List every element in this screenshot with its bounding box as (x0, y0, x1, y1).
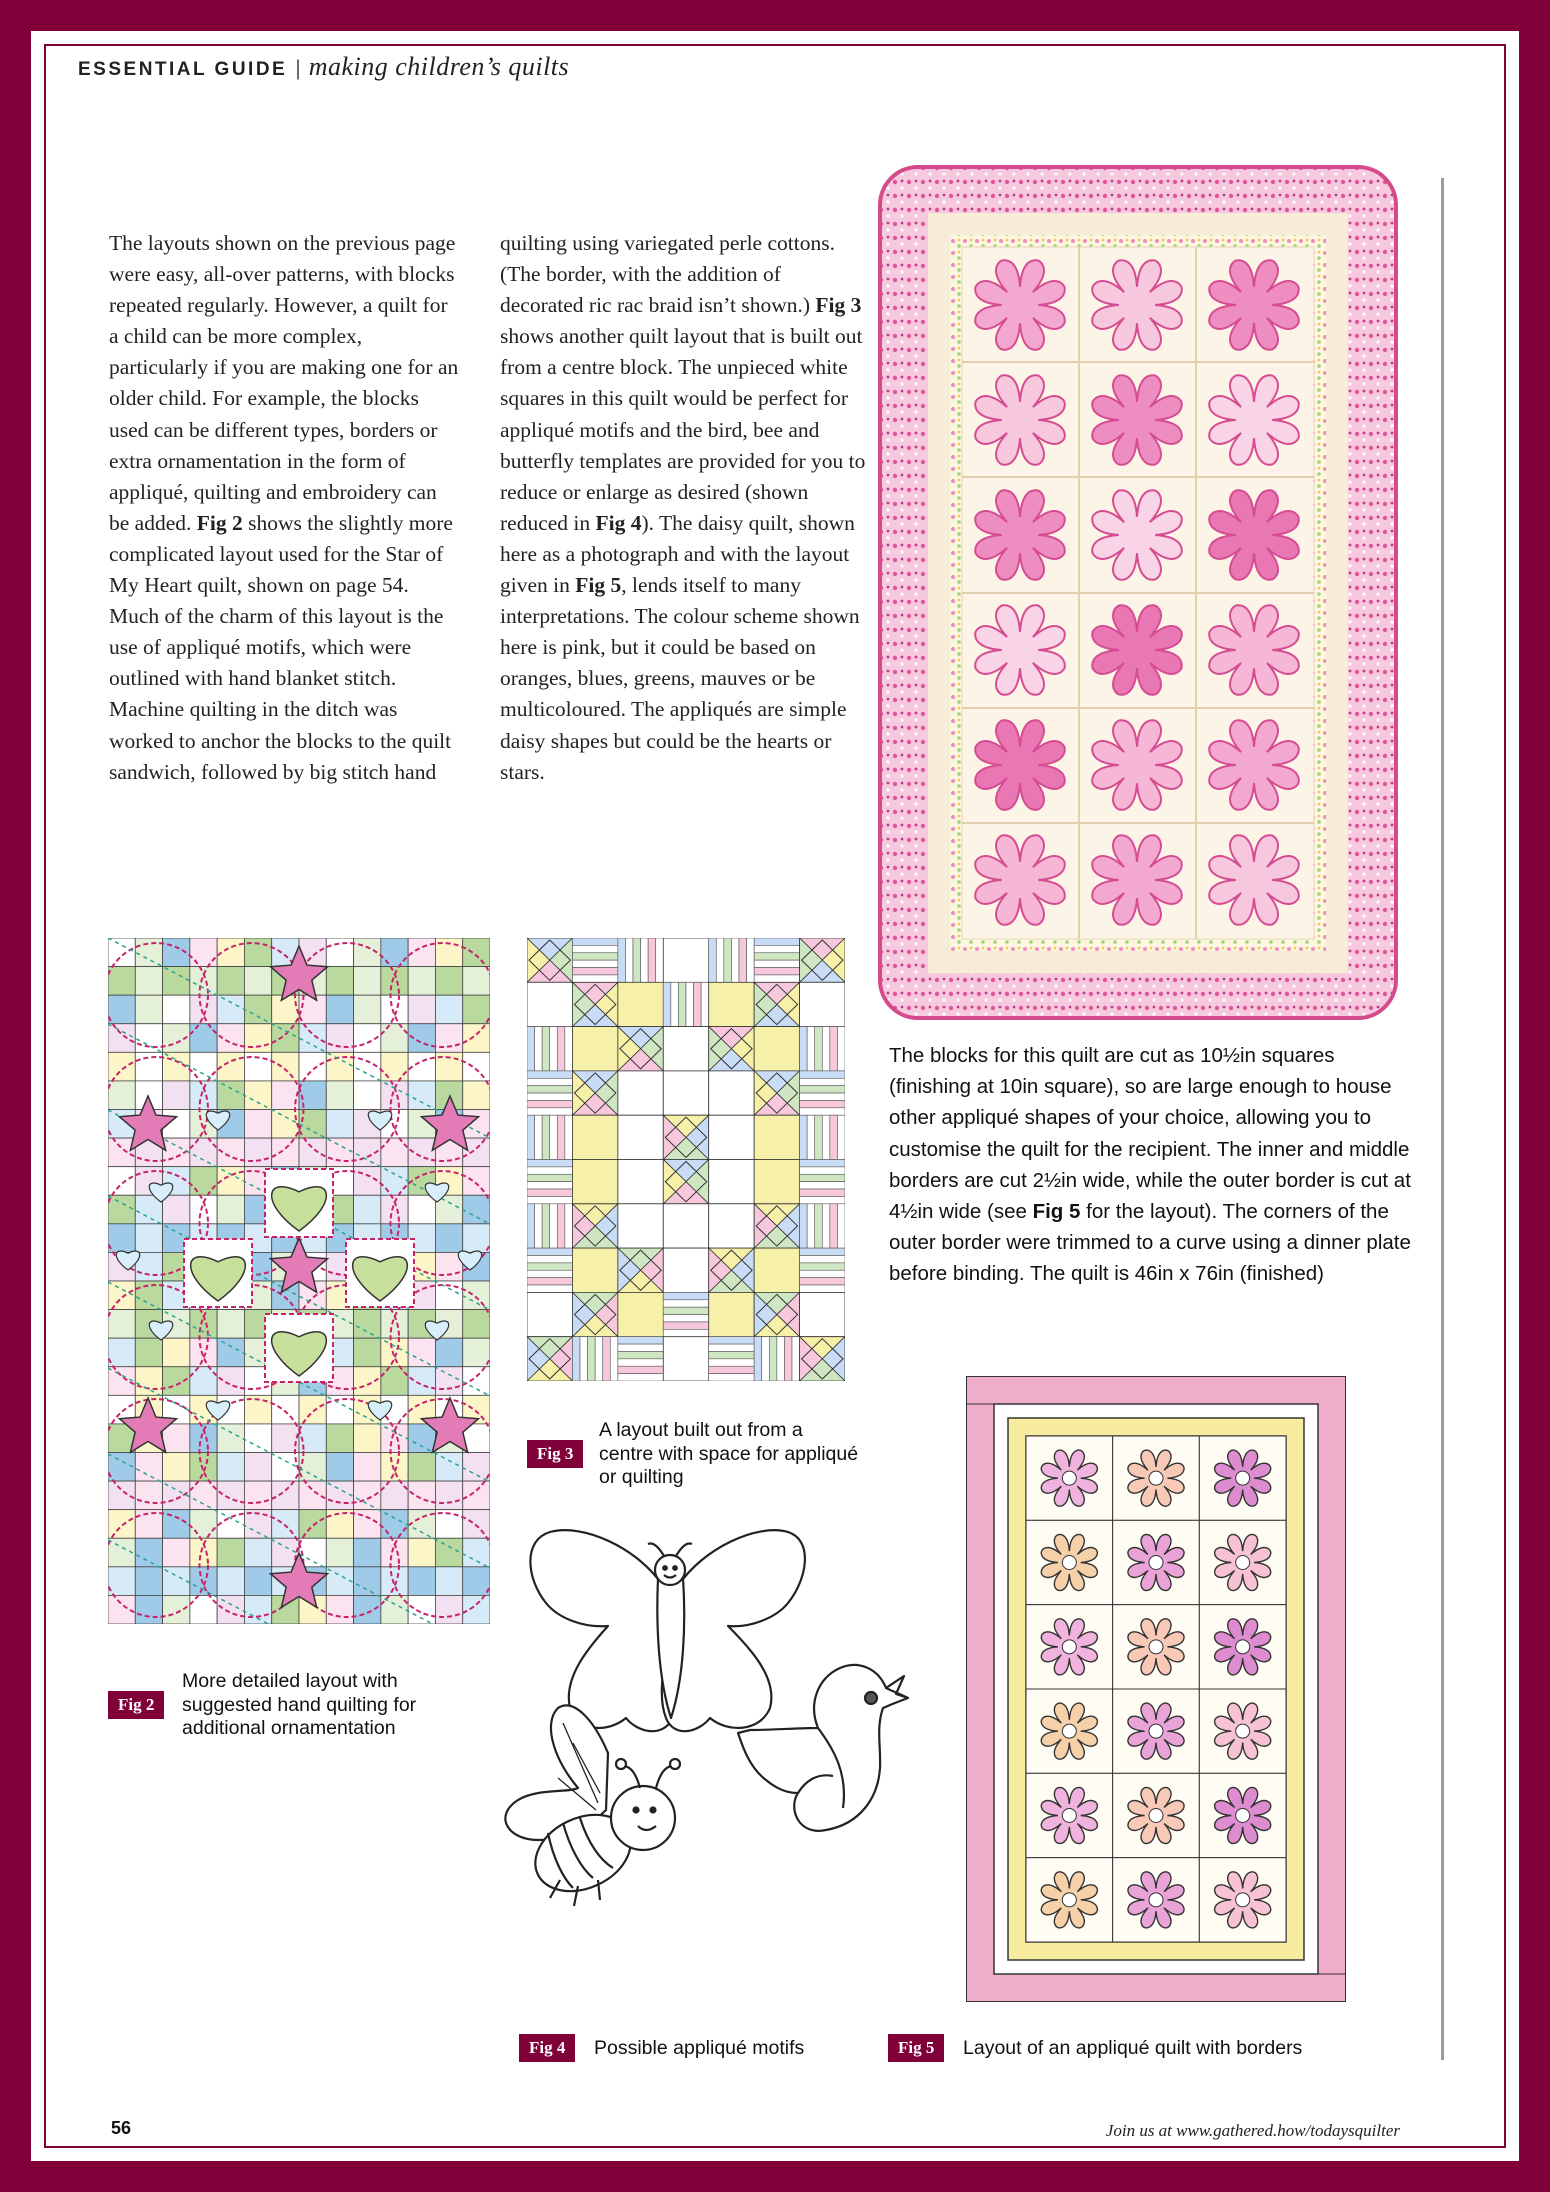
fig-4-caption: Possible appliqué motifs (594, 2037, 805, 2059)
daisy-quilt-photo (878, 165, 1398, 1020)
fig5-diagram (966, 1376, 1346, 2002)
body-column-1 (109, 228, 461, 788)
body-column-2 (500, 228, 868, 788)
paragraph: The layouts shown on the previous page were easy, all-over patterns, with blocks repeated regularly. However, a quilt for a child can be more complex, particularly if you are making one for an older child. For example, the blocks used can be different types, borders or extra ornamentation in the form of appliqué, quilting and embroidery can be added. Fig 2 shows the slightly more complicated layout used for the Star of My Heart quilt, shown on page 54. Much of the charm of this layout is the use of appliqué motifs, which were outlined with hand blanket stitch. Machine quilting in the ditch was worked to anchor the blocks to the quilt sandwich, followed by big stitch hand (109, 231, 459, 784)
fig-3-tag: Fig 3 (527, 1440, 583, 1468)
column-rule (1441, 178, 1444, 2060)
photo-caption: The blocks for this quilt are cut as 10½in squares (finishing at 10in square), so are large enough to house other appliqué shapes of your choice, allowing you to customise the quilt for the recipient. The inner and middle borders are cut 2½in wide, while the outer border is cut at 4½in wide (see Fig 5 for the layout). The corners of the outer border were trimmed to a curve using a dinner plate before binding. The quilt is 46in x 76in (finished) (889, 1044, 1411, 1286)
fig-2-tag: Fig 2 (108, 1691, 164, 1719)
fig3-block-grid (527, 938, 845, 1381)
fig-4-tag: Fig 4 (519, 2034, 575, 2062)
footer-url: Join us at www.gathered.how/todaysquilter (1105, 2121, 1400, 2140)
bee-motif (505, 1705, 680, 1906)
fig2-diagram (108, 938, 490, 1624)
section-label: ESSENTIAL GUIDE (78, 59, 288, 80)
butterfly-motif (530, 1530, 805, 1731)
fig3-diagram (527, 938, 845, 1381)
fig5-daisy-blocks (1026, 1436, 1286, 1942)
header-separator: | (295, 57, 301, 80)
page-number: 56 (111, 2118, 132, 2138)
section-subtitle: making children’s quilts (308, 52, 570, 81)
fig-3-caption: A layout built out from a centre with space for appliqué or quilting (599, 1419, 859, 1488)
fig-2-caption: More detailed layout with suggested hand quilting for additional ornamentation (182, 1670, 417, 1739)
fig-5-caption: Layout of an appliqué quilt with borders (963, 2037, 1303, 2059)
fig4-motifs (488, 1518, 928, 1978)
paragraph: quilting using variegated perle cottons. (The border, with the addition of decorated ric rac braid isn’t shown.) Fig 3 shows another quilt layout that is built out from a centre block. The unpieced white squares in this quilt would be perfect for appliqué motifs and the bird, bee and butterfly templates are provided for you to reduce or enlarge as desired (shown reduced in Fig 4). The daisy quilt, shown here as a photograph and with the layout given in Fig 5, lends itself to many interpretations. The colour scheme shown here is pink, but it could be based on oranges, blues, greens, mauves or be multicoloured. The appliqués are simple daisy shapes but could be the hearts or stars. (500, 231, 866, 784)
running-header (78, 52, 569, 82)
fig-5-tag: Fig 5 (888, 2034, 944, 2062)
